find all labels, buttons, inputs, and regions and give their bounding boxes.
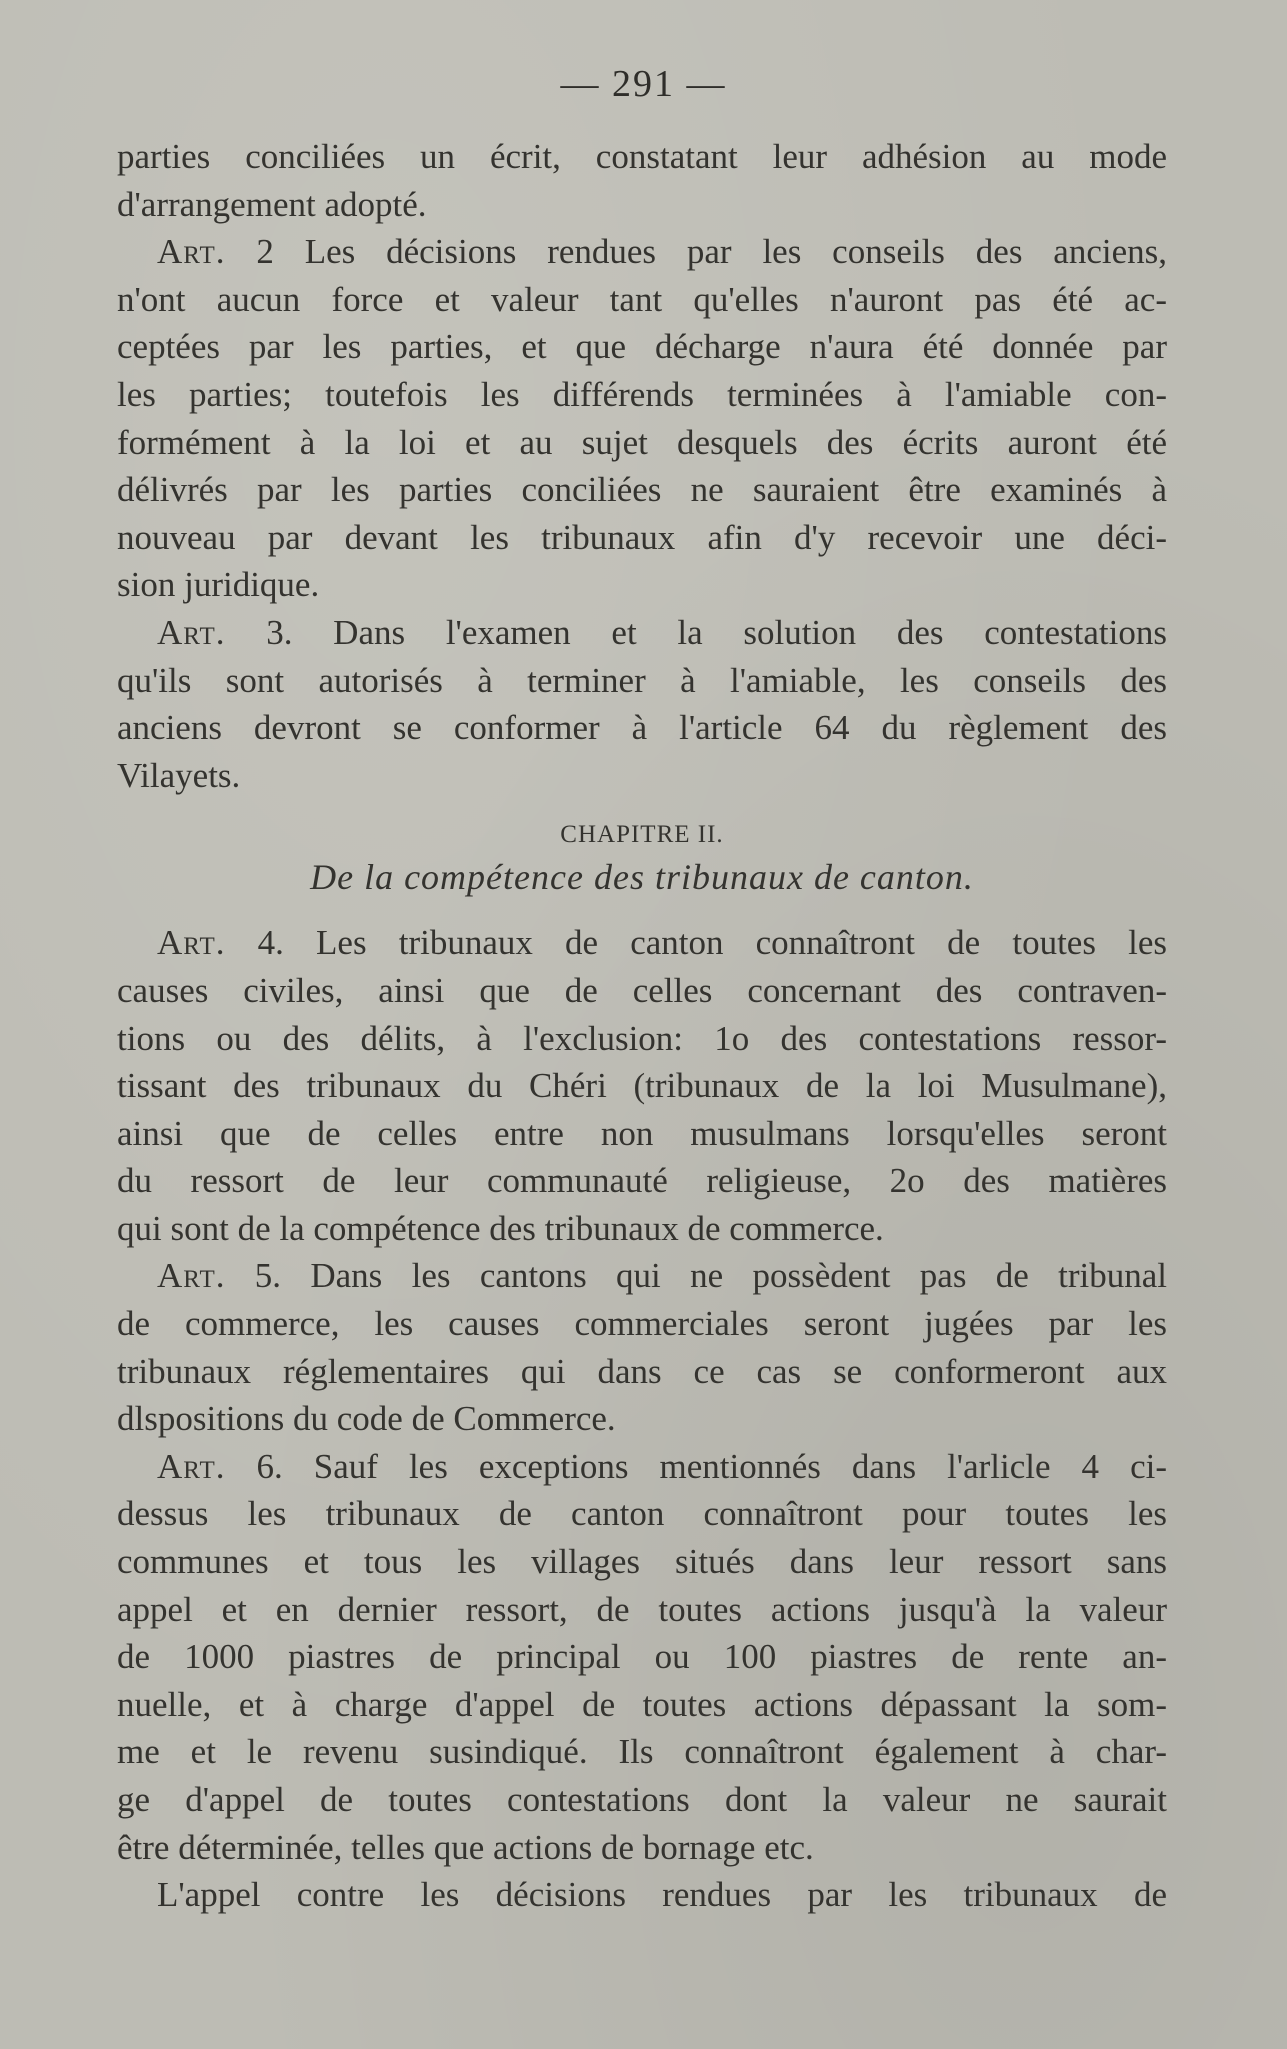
body-text [117, 133, 1167, 1919]
text-line: du ressort de leur communauté religieuse, 2o des matières [117, 1161, 1167, 1201]
article-first-line [117, 1252, 1167, 1300]
text-line: ge d'appel de toutes contestations dont la valeur ne saurait [117, 1780, 1167, 1819]
text-line: nuelle, et à charge d'appel de toutes actions dépassant la som- [117, 1684, 1167, 1724]
chapter-title: De la compétence des tribunaux de canton. [310, 857, 974, 898]
text-line: dlspositions du code de Commerce. [117, 1399, 616, 1439]
article-first-line-text: 6. Sauf les exceptions mentionnés dans l'arlicle 4 ci- [225, 1446, 1167, 1486]
text-line: qu'ils sont autorisés à terminer à l'amiable, les conseils des [117, 660, 1167, 700]
text-line: de commerce, les causes commerciales seront jugées par les [117, 1304, 1167, 1344]
text-line: me et le revenu susindiqué. Ils connaîtront également à char- [117, 1732, 1167, 1772]
text-line: communes et tous les villages situés dans leur ressort sans [117, 1542, 1167, 1582]
text-line: nouveau par devant les tribunaux afin d'y recevoir une déci- [117, 517, 1167, 557]
page-number: — 291 — [560, 63, 727, 105]
text-line: ceptées par les parties, et que décharge n'aura été donnée par [117, 327, 1167, 367]
text-line: L'appel contre les décisions rendues par les tribunaux de [157, 1875, 1167, 1915]
article-label: Art. [157, 1256, 226, 1296]
text-line: dessus les tribunaux de canton connaîtront pour toutes les [117, 1494, 1167, 1534]
paragraph-article-2 [117, 228, 1167, 609]
article-first-line [117, 1443, 1167, 1491]
text-line: ainsi que de celles entre non musulmans lorsqu'elles seront [117, 1113, 1167, 1153]
text-line: sion juridique. [117, 565, 320, 605]
paragraph-article-5 [117, 1252, 1167, 1442]
text-line: causes civiles, ainsi que de celles concernant des contraven- [117, 970, 1167, 1010]
paragraph-intro [117, 133, 1167, 228]
article-first-line [117, 228, 1167, 276]
text-line: les parties; toutefois les différends terminées à l'amiable con- [117, 374, 1167, 414]
chapter-heading: CHAPITRE II. [560, 821, 724, 849]
text-line: tribunaux réglementaires qui dans ce cas se conformeront aux [117, 1351, 1167, 1391]
text-line: qui sont de la compétence des tribunaux de commerce. [117, 1208, 884, 1248]
paragraph-article-4 [117, 919, 1167, 1252]
text-line: parties conciliées un écrit, constatant leur adhésion au mode [117, 137, 1167, 176]
text-line: être déterminée, telles que actions de bornage etc. [117, 1827, 814, 1867]
text-line: délivrés par les parties conciliées ne sauraient être examinés à [117, 470, 1167, 510]
text-line: d'arrangement adopté. [117, 184, 427, 224]
paragraph-final [117, 1871, 1167, 1919]
text-line: de 1000 piastres de principal ou 100 piastres de rente an- [117, 1637, 1167, 1677]
article-label: Art. [157, 1446, 226, 1486]
paragraph-article-3 [117, 609, 1167, 799]
article-label: Art. [157, 612, 226, 652]
text-line: Vilayets. [117, 755, 241, 795]
paragraph-article-6 [117, 1443, 1167, 1871]
article-first-line-text: 2 Les décisions rendues par les conseils des anciens, [225, 232, 1167, 272]
text-line: appel et en dernier ressort, de toutes actions jusqu'à la valeur [117, 1589, 1167, 1629]
article-first-line [117, 609, 1167, 657]
article-label: Art. [157, 232, 226, 272]
article-label: Art. [157, 923, 226, 963]
article-first-line [117, 919, 1167, 967]
article-first-line-text: 5. Dans les cantons qui ne possèdent pas de tribunal [225, 1256, 1167, 1296]
text-line: tions ou des délits, à l'exclusion: 1o des contestations ressor- [117, 1018, 1167, 1058]
text-line: tissant des tribunaux du Chéri (tribunaux de la loi Musulmane), [117, 1066, 1167, 1106]
article-first-line-text: 4. Les tribunaux de canton connaîtront de toutes les [225, 923, 1167, 963]
article-first-line-text: 3. Dans l'examen et la solution des contestations [225, 612, 1167, 652]
text-line: formément à la loi et au sujet desquels des écrits auront été [117, 422, 1167, 462]
text-line: anciens devront se conformer à l'article 64 du règlement des [117, 708, 1167, 748]
text-line: n'ont aucun force et valeur tant qu'elles n'auront pas été ac- [117, 279, 1167, 319]
